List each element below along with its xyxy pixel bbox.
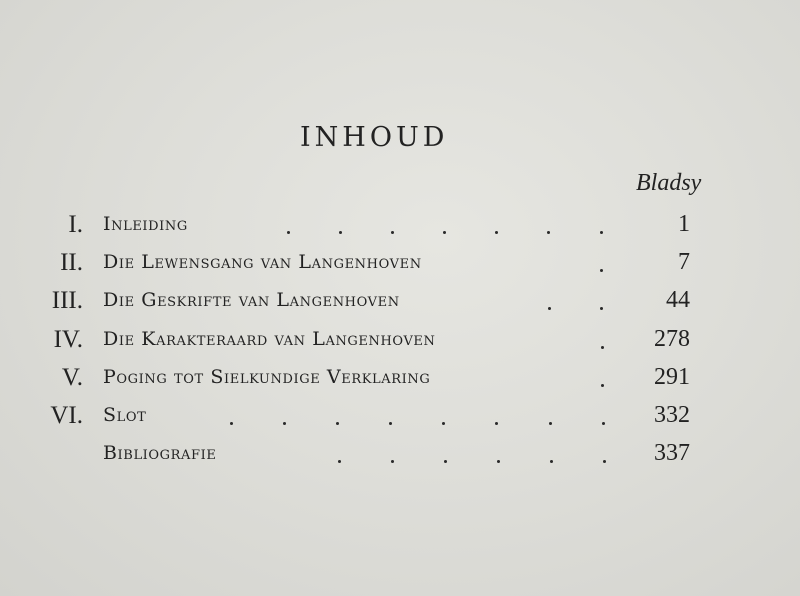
leader-dot bbox=[283, 422, 286, 425]
chapter-numeral: I. bbox=[68, 211, 83, 238]
chapter-numeral: V. bbox=[61, 364, 83, 391]
page-column-label: Bladsy bbox=[636, 170, 702, 196]
chapter-numeral: IV. bbox=[53, 326, 83, 353]
toc-entry bbox=[0, 402, 800, 440]
chapter-numeral: VI. bbox=[50, 402, 83, 429]
page-number: 7 bbox=[678, 249, 690, 275]
leader-dot bbox=[391, 460, 394, 463]
leader-dot bbox=[600, 269, 603, 272]
toc-entry bbox=[0, 326, 800, 364]
page-number: 44 bbox=[666, 287, 690, 313]
leader-dot bbox=[287, 231, 290, 234]
toc-entry bbox=[0, 211, 800, 249]
page-title: INHOUD bbox=[300, 122, 449, 153]
leader-dot bbox=[550, 460, 553, 463]
toc-entry bbox=[0, 364, 800, 402]
leader-dot bbox=[600, 307, 603, 310]
leader-dot bbox=[230, 422, 233, 425]
leader-dot bbox=[336, 422, 339, 425]
leader-dot bbox=[495, 231, 498, 234]
leader-dot bbox=[495, 422, 498, 425]
chapter-title: Inleiding bbox=[103, 213, 188, 235]
leader-dot bbox=[391, 231, 394, 234]
chapter-title: Die Geskrifte van Langenhoven bbox=[103, 289, 400, 311]
page-number: 337 bbox=[654, 440, 690, 466]
leader-dot bbox=[389, 422, 392, 425]
leader-dot bbox=[338, 460, 341, 463]
toc-entry bbox=[0, 440, 800, 478]
chapter-title: Die Karakteraard van Langenhoven bbox=[103, 328, 436, 350]
leader-dot bbox=[603, 460, 606, 463]
chapter-numeral: II. bbox=[60, 249, 83, 276]
chapter-title: Slot bbox=[103, 404, 147, 426]
leader-dot bbox=[601, 384, 604, 387]
leader-dot bbox=[600, 231, 603, 234]
leader-dot bbox=[548, 307, 551, 310]
page-number: 332 bbox=[654, 402, 690, 428]
leader-dot bbox=[602, 422, 605, 425]
toc-entry bbox=[0, 249, 800, 287]
leader-dot bbox=[601, 346, 604, 349]
leader-dot bbox=[442, 422, 445, 425]
page-number: 291 bbox=[654, 364, 690, 390]
toc-entry bbox=[0, 287, 800, 325]
leader-dot bbox=[339, 231, 342, 234]
page-number: 278 bbox=[654, 326, 690, 352]
chapter-title: Poging tot Sielkundige Verklaring bbox=[103, 366, 431, 388]
leader-dot bbox=[497, 460, 500, 463]
leader-dot bbox=[547, 231, 550, 234]
leader-dot bbox=[443, 231, 446, 234]
chapter-title: Bibliografie bbox=[103, 442, 217, 464]
page-number: 1 bbox=[678, 211, 690, 237]
leader-dot bbox=[444, 460, 447, 463]
leader-dot bbox=[549, 422, 552, 425]
chapter-title: Die Lewensgang van Langenhoven bbox=[103, 251, 422, 273]
chapter-numeral: III. bbox=[51, 287, 83, 314]
